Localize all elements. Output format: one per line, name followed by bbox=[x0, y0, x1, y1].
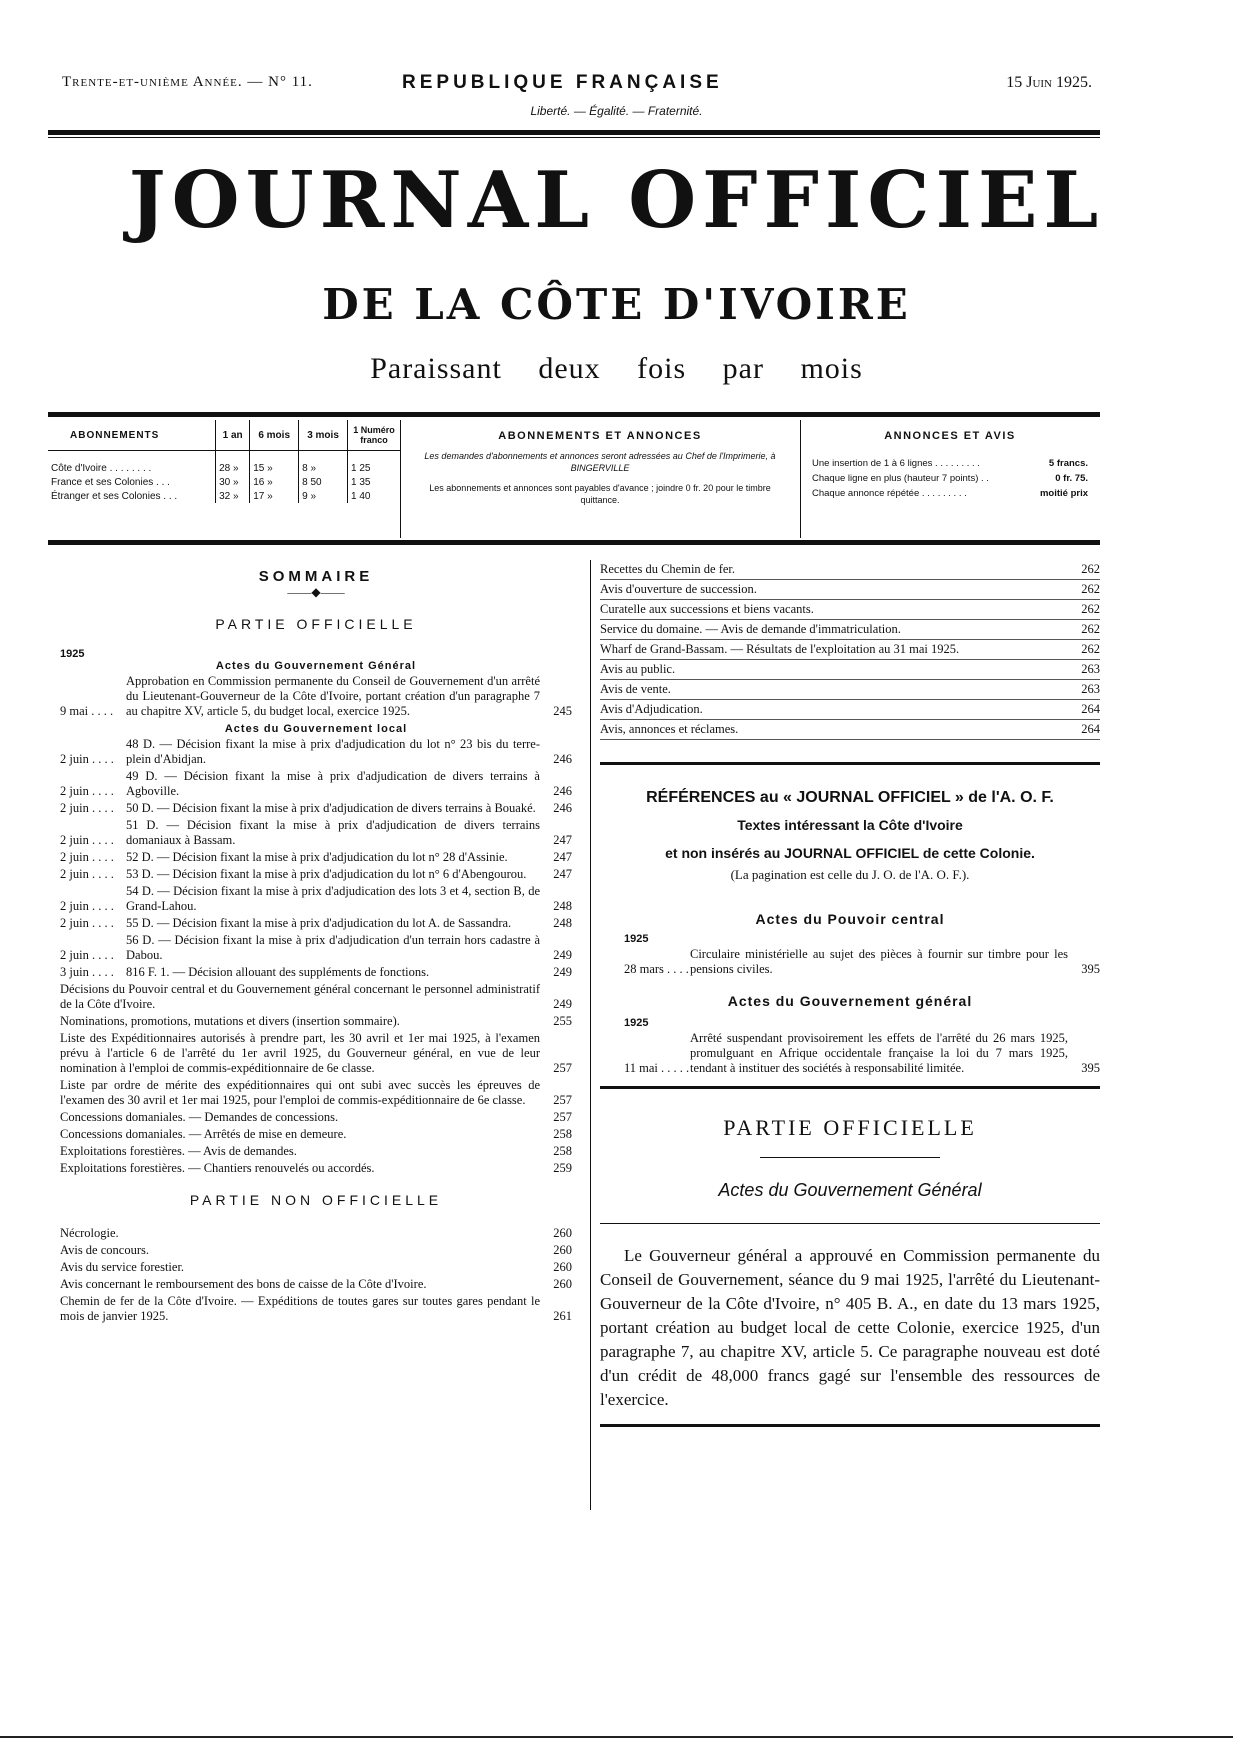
references-title: RÉFÉRENCES au « JOURNAL OFFICIEL » de l'A. O. F. bbox=[646, 789, 1054, 806]
entry-date: 28 mars . . . . bbox=[624, 962, 689, 976]
entry-text: Exploitations forestières. — Chantiers renouvelés ou accordés. bbox=[60, 1161, 375, 1175]
entry-date: 2 juin . . . . bbox=[60, 916, 114, 930]
entry-page: 263 bbox=[1081, 662, 1100, 676]
rates-header: 3 mois bbox=[299, 420, 348, 451]
republic-label: REPUBLIQUE FRANÇAISE bbox=[402, 72, 723, 93]
list-item bbox=[600, 700, 1100, 720]
list-item bbox=[60, 1127, 572, 1142]
entry-text: 48 D. — Décision fixant la mise à prix d'adjudication du lot n° 23 bis du terre-plein d'Abidjan. bbox=[126, 737, 540, 766]
rates-cell: 15 » bbox=[250, 451, 299, 476]
journal-title: JOURNAL OFFICIEL bbox=[128, 155, 1105, 246]
entry-text: Avis, annonces et réclames. bbox=[600, 722, 739, 736]
pc-list bbox=[600, 947, 1100, 977]
entry-page: 245 bbox=[553, 704, 572, 718]
entry-text: Décisions du Pouvoir central et du Gouvernement général concernant le personnel administratif de la Côte d'Ivoire. bbox=[60, 982, 540, 1011]
list-item bbox=[600, 560, 1100, 580]
list-item bbox=[60, 1031, 572, 1076]
part-nonofficial-heading: PARTIE NON OFFICIELLE bbox=[189, 1192, 443, 1208]
entry-page: 395 bbox=[1081, 1061, 1100, 1075]
list-item bbox=[60, 1161, 572, 1176]
entry-date: 2 juin . . . . bbox=[60, 850, 114, 864]
year-label: 1925 bbox=[60, 648, 85, 660]
divider bbox=[48, 540, 1100, 545]
partie-officielle-title: PARTIE OFFICIELLE bbox=[723, 1115, 977, 1140]
gg2-heading: Actes du Gouvernement général bbox=[727, 993, 973, 1009]
entry-text: Curatelle aux successions et biens vacants. bbox=[600, 602, 814, 616]
divider bbox=[600, 1086, 1100, 1089]
entry-page: 262 bbox=[1081, 562, 1100, 576]
entry-text: 49 D. — Décision fixant la mise à prix d'adjudication de divers terrains à Agboville. bbox=[126, 769, 540, 798]
rates-cell: 30 » bbox=[216, 475, 250, 489]
entry-page: 249 bbox=[553, 997, 572, 1011]
entry-text: Chemin de fer de la Côte d'Ivoire. — Expéditions de toutes gares sur toutes gares pendant le mois de janvier 1925. bbox=[60, 1294, 540, 1323]
entry-date: 11 mai . . . . . bbox=[624, 1061, 690, 1075]
announcement-row bbox=[800, 486, 1100, 501]
list-item bbox=[600, 640, 1100, 660]
entry-page: 259 bbox=[553, 1161, 572, 1175]
entry-page: 246 bbox=[553, 752, 572, 766]
journal-subtitle: DE LA CÔTE D'IVOIRE bbox=[322, 280, 911, 329]
list-item bbox=[60, 884, 572, 914]
rates-table bbox=[48, 420, 400, 503]
entry-page: 248 bbox=[553, 899, 572, 913]
entry-page: 247 bbox=[553, 867, 572, 881]
entry-page: 257 bbox=[553, 1110, 572, 1124]
divider bbox=[48, 130, 1100, 135]
divider bbox=[760, 1157, 940, 1158]
section-heading: Actes du Gouvernement Général bbox=[718, 1180, 982, 1200]
entry-page: 257 bbox=[553, 1061, 572, 1075]
gg-list bbox=[60, 674, 572, 719]
entry-date: 2 juin . . . . bbox=[60, 948, 114, 962]
entry-page: 260 bbox=[553, 1277, 572, 1291]
announcement-rates bbox=[800, 420, 1100, 538]
entry-page: 249 bbox=[553, 965, 572, 979]
entry-page: 263 bbox=[1081, 682, 1100, 696]
list-item bbox=[60, 982, 572, 1012]
list-item bbox=[60, 1294, 572, 1324]
entry-page: 264 bbox=[1081, 722, 1100, 736]
rates-cell: 1 35 bbox=[348, 475, 401, 489]
sommaire-title: SOMMAIRE bbox=[258, 568, 374, 585]
divider bbox=[600, 762, 1100, 765]
entry-text: Avis du service forestier. bbox=[60, 1260, 185, 1274]
subscription-contact bbox=[400, 420, 801, 538]
list-item bbox=[60, 801, 572, 816]
entry-text: Arrêté suspendant provisoirement les effets de l'arrêté du 26 mars 1925, promulguant en Afrique occidentale française la loi du 7 mars 1925, tendant à instituer des sociétés à responsabilité limitée. bbox=[690, 1031, 1068, 1075]
entry-date: 2 juin . . . . bbox=[60, 867, 114, 881]
list-item bbox=[600, 620, 1100, 640]
rates-cell: 1 40 bbox=[348, 489, 401, 503]
entry-page: 395 bbox=[1081, 962, 1100, 976]
entry-text: 52 D. — Décision fixant la mise à prix d'adjudication du lot n° 28 d'Assinie. bbox=[126, 850, 508, 864]
motto: Liberté. — Égalité. — Fraternité. bbox=[530, 104, 703, 118]
references-line: Textes intéressant la Côte d'Ivoire bbox=[737, 817, 963, 833]
subscription-box bbox=[48, 420, 1100, 538]
gg2-list bbox=[600, 1031, 1100, 1076]
table-row bbox=[48, 475, 400, 489]
entry-text: Avis de concours. bbox=[60, 1243, 149, 1257]
year-number: Trente-et-unième Année. — N° 11. bbox=[62, 74, 313, 90]
entry-text: 816 F. 1. — Décision allouant des suppléments de fonctions. bbox=[126, 965, 430, 979]
references-line: et non insérés au JOURNAL OFFICIEL de cette Colonie. bbox=[665, 845, 1035, 861]
entry-text: 50 D. — Décision fixant la mise à prix d'adjudication de divers terrains à Bouaké. bbox=[126, 801, 536, 815]
rates-cell: Côte d'Ivoire . . . . . . . . bbox=[51, 462, 152, 474]
list-item bbox=[60, 1144, 572, 1159]
entry-page: 255 bbox=[553, 1014, 572, 1028]
announcement-heading: ANNONCES ET AVIS bbox=[884, 430, 1016, 442]
entry-text: Service du domaine. — Avis de demande d'immatriculation. bbox=[600, 622, 901, 636]
sommaire bbox=[60, 560, 572, 1326]
divider bbox=[48, 137, 1100, 138]
list-item bbox=[60, 1277, 572, 1292]
journal-tagline: Paraissant deux fois par mois bbox=[370, 352, 863, 385]
list-item bbox=[60, 965, 572, 980]
entry-page: 262 bbox=[1081, 602, 1100, 616]
rates-cell: France et ses Colonies . . . bbox=[51, 476, 170, 488]
year-label: 1925 bbox=[624, 1017, 649, 1029]
list-item bbox=[60, 1014, 572, 1029]
right-column bbox=[600, 560, 1100, 1427]
entry-page: 262 bbox=[1081, 622, 1100, 636]
entry-page: 247 bbox=[553, 833, 572, 847]
gl-heading: Actes du Gouvernement local bbox=[224, 723, 408, 735]
entry-page: 262 bbox=[1081, 642, 1100, 656]
column-separator bbox=[590, 560, 591, 1510]
entry-text: Liste par ordre de mérite des expéditionnaires qui ont subi avec succès les épreuves de l'examen des 30 avril et 1er mai 1925, pour l'emploi de commis-expéditionnaire de 6e classe. bbox=[60, 1078, 540, 1107]
rates-cell: 8 » bbox=[299, 451, 348, 476]
rates-cell: 8 50 bbox=[299, 475, 348, 489]
entry-page: 260 bbox=[553, 1243, 572, 1257]
announcement-price: 5 francs. bbox=[1048, 458, 1088, 469]
list-item bbox=[600, 600, 1100, 620]
list-item bbox=[60, 769, 572, 799]
list-item bbox=[60, 916, 572, 931]
announcement-label: Chaque ligne en plus (hauteur 7 points) . . bbox=[812, 473, 989, 484]
announcement-price: moitié prix bbox=[1039, 488, 1088, 499]
list-item bbox=[60, 818, 572, 848]
entry-page: 260 bbox=[553, 1226, 572, 1240]
rates-cell: 32 » bbox=[216, 489, 250, 503]
list-item bbox=[60, 737, 572, 767]
entry-page: 257 bbox=[553, 1093, 572, 1107]
entry-text: Exploitations forestières. — Avis de demandes. bbox=[60, 1144, 297, 1158]
rates-cell: 16 » bbox=[250, 475, 299, 489]
rates-cell: 1 25 bbox=[348, 451, 401, 476]
part-official-heading: PARTIE OFFICIELLE bbox=[215, 616, 417, 632]
page-bottom-edge bbox=[0, 1736, 1233, 1738]
divider bbox=[600, 1223, 1100, 1224]
list-item bbox=[60, 1226, 572, 1241]
rates-header: ABONNEMENTS bbox=[48, 420, 216, 451]
list-item bbox=[60, 850, 572, 865]
table-row bbox=[48, 489, 400, 503]
rates-cell: 28 » bbox=[216, 451, 250, 476]
entry-text: 56 D. — Décision fixant la mise à prix d'adjudication d'un terrain hors cadastre à Dabou. bbox=[126, 933, 540, 962]
issue-date: 15 Juin 1925. bbox=[1006, 74, 1092, 91]
entry-text: Wharf de Grand-Bassam. — Résultats de l'exploitation au 31 mai 1925. bbox=[600, 642, 960, 656]
rates-header: 6 mois bbox=[250, 420, 299, 451]
announcement-price: 0 fr. 75. bbox=[1055, 473, 1088, 484]
list-item bbox=[60, 867, 572, 882]
list-item bbox=[600, 580, 1100, 600]
entry-text: Nécrologie. bbox=[60, 1226, 119, 1240]
entry-page: 246 bbox=[553, 784, 572, 798]
list-item bbox=[60, 1110, 572, 1125]
ornament: ——◆—— bbox=[287, 585, 345, 599]
entry-text: 54 D. — Décision fixant la mise à prix d'adjudication des lots 3 et 4, section B, de Grand-Lahou. bbox=[126, 884, 540, 913]
list-item bbox=[624, 1031, 1100, 1076]
entry-text: Avis au public. bbox=[600, 662, 676, 676]
entry-page: 262 bbox=[1081, 582, 1100, 596]
entry-page: 258 bbox=[553, 1144, 572, 1158]
list-item bbox=[624, 947, 1100, 977]
list-item bbox=[600, 660, 1100, 680]
entry-page: 246 bbox=[553, 801, 572, 815]
gg-heading: Actes du Gouvernement Général bbox=[215, 660, 417, 672]
rates-cell: 17 » bbox=[250, 489, 299, 503]
announcement-row bbox=[800, 471, 1100, 486]
entry-date: 3 juin . . . . bbox=[60, 965, 114, 979]
entry-page: 249 bbox=[553, 948, 572, 962]
entry-text: Circulaire ministérielle au sujet des pièces à fournir sur timbre pour les pensions civiles. bbox=[690, 947, 1068, 976]
entry-page: 260 bbox=[553, 1260, 572, 1274]
entry-text: Concessions domaniales. — Demandes de concessions. bbox=[60, 1110, 339, 1124]
entry-text: Liste des Expéditionnaires autorisés à prendre part, les 30 avril et 1er mai 1925, à l'examen prévu à l'article 6 de l'arrêté du 1er avril 1925, du Gouverneur général, en vue de leur nomination à l'emploi de commis-expéditionnaire de 6e classe. bbox=[60, 1031, 540, 1075]
references-note: (La pagination est celle du J. O. de l'A. O. F.). bbox=[730, 867, 970, 882]
subscription-rates bbox=[48, 420, 401, 538]
gl-list bbox=[60, 737, 572, 980]
entry-page: 258 bbox=[553, 1127, 572, 1141]
entry-text: 53 D. — Décision fixant la mise à prix d'adjudication du lot n° 6 d'Abengourou. bbox=[126, 867, 527, 881]
announcement-row bbox=[800, 456, 1100, 471]
list-item bbox=[600, 720, 1100, 740]
announcement-label: Une insertion de 1 à 6 lignes . . . . . . . . . bbox=[812, 458, 980, 469]
entry-text: Avis d'ouverture de succession. bbox=[600, 582, 757, 596]
entry-text: Recettes du Chemin de fer. bbox=[600, 562, 736, 576]
rates-cell: Étranger et ses Colonies . . . bbox=[51, 490, 178, 502]
entry-text: Avis d'Adjudication. bbox=[600, 702, 703, 716]
table-row bbox=[48, 451, 400, 476]
contact-heading: ABONNEMENTS ET ANNONCES bbox=[498, 430, 702, 442]
entry-text: Nominations, promotions, mutations et divers (insertion sommaire). bbox=[60, 1014, 400, 1028]
entry-date: 9 mai . . . . bbox=[60, 704, 114, 718]
entry-page: 248 bbox=[553, 916, 572, 930]
pc-heading: Actes du Pouvoir central bbox=[755, 911, 945, 927]
entry-date: 2 juin . . . . bbox=[60, 752, 114, 766]
list-item bbox=[60, 1243, 572, 1258]
rates-cell: 9 » bbox=[299, 489, 348, 503]
year-label: 1925 bbox=[624, 933, 649, 945]
list-item bbox=[60, 1078, 572, 1108]
rates-header: 1 an bbox=[216, 420, 250, 451]
divider bbox=[600, 1424, 1100, 1427]
entry-date: 2 juin . . . . bbox=[60, 833, 114, 847]
entry-text: Approbation en Commission permanente du Conseil de Gouvernement d'un arrêté du Lieutenant-Gouverneur de la Côte d'Ivoire, portant création d'un paragraphe 7 au chapitre XV, article 5, du budget local, exercice 1925. bbox=[126, 674, 540, 718]
entry-date: 2 juin . . . . bbox=[60, 784, 114, 798]
entry-text: 51 D. — Décision fixant la mise à prix d'adjudication de divers terrains domaniaux à Bassam. bbox=[126, 818, 540, 847]
divider bbox=[48, 412, 1100, 417]
right-list bbox=[600, 560, 1100, 740]
body-paragraph: Le Gouverneur général a approuvé en Commission permanente du Conseil de Gouvernement, séance du 9 mai 1925, l'arrêté du Lieutenant-Gouverneur de la Côte d'Ivoire, n° 405 B. A., en date du 13 mars 1925, portant création au budget local de cette Colonie, exercice 1925, d'un paragraphe 7, au chapitre XV, article 5. Ce paragraphe nouveau est doté d'un crédit de 48,000 francs gagé sur l'ensemble des ressources de l'exercice. bbox=[600, 1246, 1100, 1409]
rates-header: 1 Numéro franco bbox=[348, 420, 401, 451]
entry-date: 2 juin . . . . bbox=[60, 899, 114, 913]
list-item bbox=[60, 674, 572, 719]
nonoff-list bbox=[60, 1226, 572, 1324]
entry-text: 55 D. — Décision fixant la mise à prix d'adjudication du lot A. de Sassandra. bbox=[126, 916, 512, 930]
contact-payment: Les abonnements et annonces sont payables d'avance ; joindre 0 fr. 20 pour le timbre quittance. bbox=[429, 483, 771, 506]
list-item bbox=[60, 933, 572, 963]
entry-text: Concessions domaniales. — Arrêtés de mise en demeure. bbox=[60, 1127, 347, 1141]
entry-page: 247 bbox=[553, 850, 572, 864]
entry-date: 2 juin . . . . bbox=[60, 801, 114, 815]
entry-text: Avis concernant le remboursement des bons de caisse de la Côte d'Ivoire. bbox=[60, 1277, 427, 1291]
misc-list bbox=[60, 982, 572, 1176]
entry-page: 261 bbox=[553, 1309, 572, 1323]
list-item bbox=[600, 680, 1100, 700]
contact-address: Les demandes d'abonnements et annonces seront adressées au Chef de l'Imprimerie, à BINGERVILLE bbox=[424, 451, 776, 474]
entry-page: 264 bbox=[1081, 702, 1100, 716]
list-item bbox=[60, 1260, 572, 1275]
announcement-label: Chaque annonce répétée . . . . . . . . . bbox=[812, 488, 967, 499]
entry-text: Avis de vente. bbox=[600, 682, 671, 696]
